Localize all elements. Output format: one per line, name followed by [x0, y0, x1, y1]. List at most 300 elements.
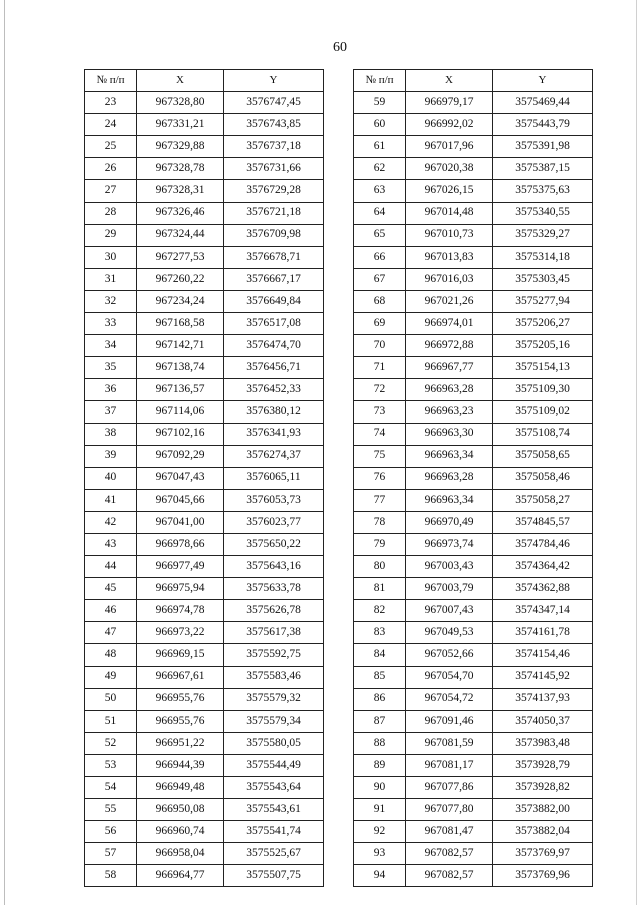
table-row	[85, 224, 324, 246]
x-coordinate-cell: 966975,94	[137, 578, 224, 600]
y-coordinate-cell: 3575643,16	[224, 556, 324, 578]
x-coordinate-cell: 967077,80	[406, 799, 493, 821]
y-coordinate-cell: 3575626,78	[224, 600, 324, 622]
x-coordinate-cell: 966973,74	[406, 533, 493, 555]
point-number-cell: 32	[85, 290, 137, 312]
table-row	[354, 268, 593, 290]
table-row	[354, 622, 593, 644]
x-coordinate-cell: 966973,22	[137, 622, 224, 644]
x-coordinate-cell: 966964,77	[137, 865, 224, 887]
y-coordinate-cell: 3575617,38	[224, 622, 324, 644]
table-row	[354, 666, 593, 688]
y-coordinate-cell: 3576023,77	[224, 511, 324, 533]
table-row	[85, 600, 324, 622]
point-number-cell: 64	[354, 202, 406, 224]
table-row	[354, 92, 593, 114]
table-row	[85, 335, 324, 357]
x-coordinate-cell: 967138,74	[137, 357, 224, 379]
y-coordinate-cell: 3575154,13	[493, 357, 593, 379]
table-row	[85, 202, 324, 224]
point-number-cell: 78	[354, 511, 406, 533]
column-header-x: X	[137, 70, 224, 92]
table-row	[354, 335, 593, 357]
x-coordinate-cell: 967082,57	[406, 843, 493, 865]
point-number-cell: 28	[85, 202, 137, 224]
y-coordinate-cell: 3575592,75	[224, 644, 324, 666]
y-coordinate-cell: 3576743,85	[224, 114, 324, 136]
x-coordinate-cell: 966950,08	[137, 799, 224, 821]
point-number-cell: 40	[85, 467, 137, 489]
x-coordinate-cell: 967021,26	[406, 290, 493, 312]
point-number-cell: 76	[354, 467, 406, 489]
x-coordinate-cell: 966955,76	[137, 710, 224, 732]
table-row	[85, 732, 324, 754]
table-row	[354, 445, 593, 467]
x-coordinate-cell: 967102,16	[137, 423, 224, 445]
y-coordinate-cell: 3573983,48	[493, 732, 593, 754]
point-number-cell: 57	[85, 843, 137, 865]
point-number-cell: 52	[85, 732, 137, 754]
x-coordinate-cell: 967142,71	[137, 335, 224, 357]
table-row	[354, 423, 593, 445]
point-number-cell: 36	[85, 379, 137, 401]
x-coordinate-cell: 967077,86	[406, 777, 493, 799]
table-row	[354, 556, 593, 578]
table-row	[85, 843, 324, 865]
table-row	[354, 180, 593, 202]
point-number-cell: 29	[85, 224, 137, 246]
y-coordinate-cell: 3573882,00	[493, 799, 593, 821]
x-coordinate-cell: 967168,58	[137, 313, 224, 335]
y-coordinate-cell: 3574784,46	[493, 533, 593, 555]
x-coordinate-cell: 966974,78	[137, 600, 224, 622]
y-coordinate-cell: 3575329,27	[493, 224, 593, 246]
y-coordinate-cell: 3576517,08	[224, 313, 324, 335]
point-number-cell: 82	[354, 600, 406, 622]
point-number-cell: 79	[354, 533, 406, 555]
x-coordinate-cell: 967136,57	[137, 379, 224, 401]
x-coordinate-cell: 966992,02	[406, 114, 493, 136]
x-coordinate-cell: 967014,48	[406, 202, 493, 224]
point-number-cell: 44	[85, 556, 137, 578]
x-coordinate-cell: 966963,23	[406, 401, 493, 423]
y-coordinate-cell: 3575058,46	[493, 467, 593, 489]
x-coordinate-cell: 967092,29	[137, 445, 224, 467]
x-coordinate-cell: 966963,34	[406, 489, 493, 511]
table-row	[85, 622, 324, 644]
table-row	[354, 290, 593, 312]
table-row	[354, 799, 593, 821]
x-coordinate-cell: 967007,43	[406, 600, 493, 622]
x-coordinate-cell: 967328,78	[137, 158, 224, 180]
x-coordinate-cell: 966978,66	[137, 533, 224, 555]
y-coordinate-cell: 3574362,88	[493, 578, 593, 600]
point-number-cell: 50	[85, 688, 137, 710]
x-coordinate-cell: 966967,77	[406, 357, 493, 379]
column-header-number: № п/п	[354, 70, 406, 92]
table-row	[354, 357, 593, 379]
y-coordinate-cell: 3576747,45	[224, 92, 324, 114]
x-coordinate-cell: 966955,76	[137, 688, 224, 710]
point-number-cell: 74	[354, 423, 406, 445]
point-number-cell: 90	[354, 777, 406, 799]
column-header-y: Y	[224, 70, 324, 92]
y-coordinate-cell: 3576737,18	[224, 136, 324, 158]
x-coordinate-cell: 967081,47	[406, 821, 493, 843]
y-coordinate-cell: 3576667,17	[224, 268, 324, 290]
x-coordinate-cell: 967013,83	[406, 246, 493, 268]
x-coordinate-cell: 967324,44	[137, 224, 224, 246]
table-row	[85, 246, 324, 268]
y-coordinate-cell: 3575391,98	[493, 136, 593, 158]
table-row	[85, 467, 324, 489]
table-row	[85, 821, 324, 843]
table-row	[85, 423, 324, 445]
point-number-cell: 89	[354, 754, 406, 776]
table-row	[85, 268, 324, 290]
point-number-cell: 88	[354, 732, 406, 754]
x-coordinate-cell: 966977,49	[137, 556, 224, 578]
point-number-cell: 25	[85, 136, 137, 158]
table-body-right	[354, 92, 593, 887]
x-coordinate-cell: 967082,57	[406, 865, 493, 887]
x-coordinate-cell: 967026,15	[406, 180, 493, 202]
y-coordinate-cell: 3574347,14	[493, 600, 593, 622]
y-coordinate-cell: 3573928,79	[493, 754, 593, 776]
y-coordinate-cell: 3576274,37	[224, 445, 324, 467]
coordinates-table-right	[353, 69, 593, 887]
x-coordinate-cell: 966969,15	[137, 644, 224, 666]
table-row	[85, 114, 324, 136]
table-row	[85, 92, 324, 114]
y-coordinate-cell: 3575507,75	[224, 865, 324, 887]
x-coordinate-cell: 967054,72	[406, 688, 493, 710]
point-number-cell: 62	[354, 158, 406, 180]
x-coordinate-cell: 967052,66	[406, 644, 493, 666]
point-number-cell: 53	[85, 754, 137, 776]
table-row	[354, 688, 593, 710]
table-row	[85, 754, 324, 776]
table-row	[354, 821, 593, 843]
y-coordinate-cell: 3576452,33	[224, 379, 324, 401]
point-number-cell: 34	[85, 335, 137, 357]
y-coordinate-cell: 3574161,78	[493, 622, 593, 644]
y-coordinate-cell: 3575058,27	[493, 489, 593, 511]
y-coordinate-cell: 3575579,32	[224, 688, 324, 710]
y-coordinate-cell: 3576721,18	[224, 202, 324, 224]
table-header-row	[354, 70, 593, 92]
point-number-cell: 71	[354, 357, 406, 379]
y-coordinate-cell: 3576709,98	[224, 224, 324, 246]
x-coordinate-cell: 967326,46	[137, 202, 224, 224]
point-number-cell: 65	[354, 224, 406, 246]
y-coordinate-cell: 3575340,55	[493, 202, 593, 224]
table-row	[85, 533, 324, 555]
x-coordinate-cell: 967017,96	[406, 136, 493, 158]
x-coordinate-cell: 967010,73	[406, 224, 493, 246]
y-coordinate-cell: 3575314,18	[493, 246, 593, 268]
table-row	[354, 158, 593, 180]
x-coordinate-cell: 966963,34	[406, 445, 493, 467]
x-coordinate-cell: 967114,06	[137, 401, 224, 423]
point-number-cell: 24	[85, 114, 137, 136]
table-row	[85, 578, 324, 600]
y-coordinate-cell: 3575109,02	[493, 401, 593, 423]
x-coordinate-cell: 967234,24	[137, 290, 224, 312]
x-coordinate-cell: 967277,53	[137, 246, 224, 268]
table-row	[354, 401, 593, 423]
coordinates-table-left	[84, 69, 324, 887]
y-coordinate-cell: 3575303,45	[493, 268, 593, 290]
page-number: 60	[333, 40, 347, 55]
point-number-cell: 92	[354, 821, 406, 843]
point-number-cell: 63	[354, 180, 406, 202]
table-row	[85, 313, 324, 335]
table-row	[85, 180, 324, 202]
point-number-cell: 38	[85, 423, 137, 445]
table-row	[354, 865, 593, 887]
table-row	[354, 224, 593, 246]
point-number-cell: 77	[354, 489, 406, 511]
point-number-cell: 59	[354, 92, 406, 114]
y-coordinate-cell: 3575108,74	[493, 423, 593, 445]
point-number-cell: 31	[85, 268, 137, 290]
x-coordinate-cell: 966970,49	[406, 511, 493, 533]
point-number-cell: 72	[354, 379, 406, 401]
y-coordinate-cell: 3575541,74	[224, 821, 324, 843]
point-number-cell: 37	[85, 401, 137, 423]
point-number-cell: 70	[354, 335, 406, 357]
point-number-cell: 85	[354, 666, 406, 688]
x-coordinate-cell: 967260,22	[137, 268, 224, 290]
y-coordinate-cell: 3574154,46	[493, 644, 593, 666]
point-number-cell: 80	[354, 556, 406, 578]
x-coordinate-cell: 967041,00	[137, 511, 224, 533]
point-number-cell: 41	[85, 489, 137, 511]
y-coordinate-cell: 3575443,79	[493, 114, 593, 136]
y-coordinate-cell: 3573928,82	[493, 777, 593, 799]
x-coordinate-cell: 967091,46	[406, 710, 493, 732]
y-coordinate-cell: 3574364,42	[493, 556, 593, 578]
y-coordinate-cell: 3575469,44	[493, 92, 593, 114]
y-coordinate-cell: 3576649,84	[224, 290, 324, 312]
y-coordinate-cell: 3576474,70	[224, 335, 324, 357]
column-header-y: Y	[493, 70, 593, 92]
x-coordinate-cell: 966963,28	[406, 379, 493, 401]
y-coordinate-cell: 3575375,63	[493, 180, 593, 202]
x-coordinate-cell: 967016,03	[406, 268, 493, 290]
table-row	[85, 379, 324, 401]
point-number-cell: 46	[85, 600, 137, 622]
point-number-cell: 68	[354, 290, 406, 312]
table-row	[354, 136, 593, 158]
point-number-cell: 93	[354, 843, 406, 865]
table-row	[354, 754, 593, 776]
y-coordinate-cell: 3575633,78	[224, 578, 324, 600]
y-coordinate-cell: 3574145,92	[493, 666, 593, 688]
x-coordinate-cell: 967081,17	[406, 754, 493, 776]
y-coordinate-cell: 3575109,30	[493, 379, 593, 401]
point-number-cell: 33	[85, 313, 137, 335]
x-coordinate-cell: 967329,88	[137, 136, 224, 158]
point-number-cell: 73	[354, 401, 406, 423]
table-row	[85, 445, 324, 467]
table-row	[85, 511, 324, 533]
point-number-cell: 86	[354, 688, 406, 710]
point-number-cell: 55	[85, 799, 137, 821]
x-coordinate-cell: 966963,28	[406, 467, 493, 489]
table-row	[354, 732, 593, 754]
point-number-cell: 48	[85, 644, 137, 666]
table-row	[85, 556, 324, 578]
table-row	[354, 710, 593, 732]
y-coordinate-cell: 3574845,57	[493, 511, 593, 533]
table-row	[354, 313, 593, 335]
table-row	[354, 644, 593, 666]
point-number-cell: 66	[354, 246, 406, 268]
y-coordinate-cell: 3575543,61	[224, 799, 324, 821]
table-row	[85, 688, 324, 710]
y-coordinate-cell: 3575544,49	[224, 754, 324, 776]
table-row	[354, 578, 593, 600]
point-number-cell: 42	[85, 511, 137, 533]
x-coordinate-cell: 967054,70	[406, 666, 493, 688]
point-number-cell: 54	[85, 777, 137, 799]
y-coordinate-cell: 3576729,28	[224, 180, 324, 202]
column-header-x: X	[406, 70, 493, 92]
page-edge-left	[4, 0, 5, 905]
y-coordinate-cell: 3575579,34	[224, 710, 324, 732]
y-coordinate-cell: 3573882,04	[493, 821, 593, 843]
x-coordinate-cell: 967003,43	[406, 556, 493, 578]
x-coordinate-cell: 967049,53	[406, 622, 493, 644]
x-coordinate-cell: 967020,38	[406, 158, 493, 180]
y-coordinate-cell: 3574050,37	[493, 710, 593, 732]
x-coordinate-cell: 967003,79	[406, 578, 493, 600]
point-number-cell: 91	[354, 799, 406, 821]
point-number-cell: 83	[354, 622, 406, 644]
point-number-cell: 56	[85, 821, 137, 843]
point-number-cell: 58	[85, 865, 137, 887]
y-coordinate-cell: 3575058,65	[493, 445, 593, 467]
table-row	[354, 533, 593, 555]
column-header-number: № п/п	[85, 70, 137, 92]
x-coordinate-cell: 966951,22	[137, 732, 224, 754]
y-coordinate-cell: 3575583,46	[224, 666, 324, 688]
table-row	[354, 246, 593, 268]
point-number-cell: 45	[85, 578, 137, 600]
table-row	[354, 489, 593, 511]
point-number-cell: 61	[354, 136, 406, 158]
point-number-cell: 60	[354, 114, 406, 136]
point-number-cell: 49	[85, 666, 137, 688]
table-row	[85, 136, 324, 158]
x-coordinate-cell: 966958,04	[137, 843, 224, 865]
table-row	[85, 357, 324, 379]
y-coordinate-cell: 3575277,94	[493, 290, 593, 312]
x-coordinate-cell: 966967,61	[137, 666, 224, 688]
table-row	[354, 777, 593, 799]
table-row	[354, 202, 593, 224]
table-row	[85, 666, 324, 688]
table-row	[354, 114, 593, 136]
y-coordinate-cell: 3573769,97	[493, 843, 593, 865]
x-coordinate-cell: 966944,39	[137, 754, 224, 776]
point-number-cell: 69	[354, 313, 406, 335]
table-row	[85, 290, 324, 312]
table-row	[85, 644, 324, 666]
table-row	[354, 511, 593, 533]
y-coordinate-cell: 3575206,27	[493, 313, 593, 335]
point-number-cell: 39	[85, 445, 137, 467]
x-coordinate-cell: 967328,31	[137, 180, 224, 202]
x-coordinate-cell: 967081,59	[406, 732, 493, 754]
y-coordinate-cell: 3576678,71	[224, 246, 324, 268]
point-number-cell: 27	[85, 180, 137, 202]
x-coordinate-cell: 966979,17	[406, 92, 493, 114]
table-row	[354, 379, 593, 401]
point-number-cell: 26	[85, 158, 137, 180]
point-number-cell: 23	[85, 92, 137, 114]
y-coordinate-cell: 3575650,22	[224, 533, 324, 555]
page-edge-right	[636, 0, 637, 905]
table-row	[85, 865, 324, 887]
y-coordinate-cell: 3575580,05	[224, 732, 324, 754]
table-row	[85, 710, 324, 732]
y-coordinate-cell: 3576053,73	[224, 489, 324, 511]
x-coordinate-cell: 966974,01	[406, 313, 493, 335]
x-coordinate-cell: 967328,80	[137, 92, 224, 114]
table-row	[85, 799, 324, 821]
point-number-cell: 84	[354, 644, 406, 666]
point-number-cell: 35	[85, 357, 137, 379]
y-coordinate-cell: 3575543,64	[224, 777, 324, 799]
y-coordinate-cell: 3576731,66	[224, 158, 324, 180]
point-number-cell: 94	[354, 865, 406, 887]
table-row	[85, 489, 324, 511]
y-coordinate-cell: 3576456,71	[224, 357, 324, 379]
x-coordinate-cell: 967045,66	[137, 489, 224, 511]
y-coordinate-cell: 3576341,93	[224, 423, 324, 445]
y-coordinate-cell: 3574137,93	[493, 688, 593, 710]
point-number-cell: 47	[85, 622, 137, 644]
point-number-cell: 67	[354, 268, 406, 290]
x-coordinate-cell: 966960,74	[137, 821, 224, 843]
x-coordinate-cell: 967331,21	[137, 114, 224, 136]
table-row	[354, 600, 593, 622]
y-coordinate-cell: 3576380,12	[224, 401, 324, 423]
x-coordinate-cell: 966972,88	[406, 335, 493, 357]
table-row	[85, 401, 324, 423]
table-row	[85, 158, 324, 180]
y-coordinate-cell: 3575525,67	[224, 843, 324, 865]
table-header-row	[85, 70, 324, 92]
point-number-cell: 51	[85, 710, 137, 732]
y-coordinate-cell: 3573769,96	[493, 865, 593, 887]
point-number-cell: 87	[354, 710, 406, 732]
point-number-cell: 81	[354, 578, 406, 600]
table-row	[354, 843, 593, 865]
x-coordinate-cell: 967047,43	[137, 467, 224, 489]
point-number-cell: 30	[85, 246, 137, 268]
point-number-cell: 75	[354, 445, 406, 467]
table-row	[354, 467, 593, 489]
point-number-cell: 43	[85, 533, 137, 555]
x-coordinate-cell: 966963,30	[406, 423, 493, 445]
table-row	[85, 777, 324, 799]
y-coordinate-cell: 3575387,15	[493, 158, 593, 180]
y-coordinate-cell: 3575205,16	[493, 335, 593, 357]
